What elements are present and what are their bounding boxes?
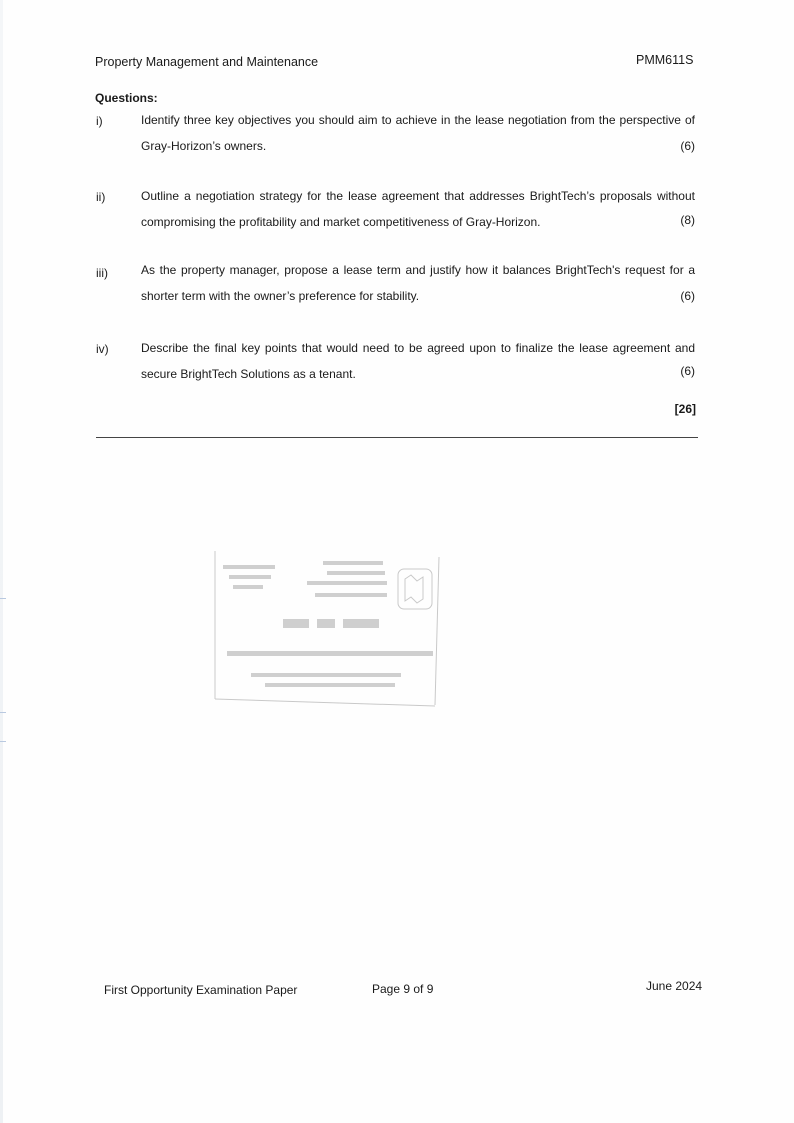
scan-mark: [0, 741, 6, 742]
question-marks: (6): [680, 289, 695, 303]
question-marks: (8): [680, 213, 695, 227]
course-code: PMM611S: [636, 53, 694, 67]
course-title: Property Management and Maintenance: [95, 55, 319, 69]
footer-paper-type: First Opportunity Examination Paper: [104, 983, 298, 997]
scan-mark: [0, 712, 6, 713]
section-divider: [96, 437, 698, 438]
faded-stamp: [213, 551, 443, 708]
scan-mark: [0, 598, 6, 599]
total-marks: [26]: [674, 402, 696, 416]
question-text: Outline a negotiation strategy for the lease agreement that addresses BrightTech’s proposals without compromising the profitability and market competitiveness of Gray-Horizon.: [141, 189, 695, 229]
questions-heading: Questions:: [95, 91, 158, 105]
question-text: Identify three key objectives you should aim to achieve in the lease negotiation from the perspective of Gray-Horizon’s owners.: [141, 113, 695, 153]
footer-page-number: Page 9 of 9: [372, 982, 434, 996]
question-text: As the property manager, propose a lease term and justify how it balances BrightTech's request for a shorter term with the owner’s preference for stability.: [141, 263, 695, 303]
question-number: i): [96, 114, 103, 128]
question-number: iii): [96, 266, 108, 280]
footer-date: June 2024: [646, 979, 703, 993]
question-marks: (6): [680, 139, 695, 153]
scan-edge-shadow: [0, 0, 3, 1123]
question-marks: (6): [680, 364, 695, 378]
question-number: iv): [96, 342, 109, 356]
question-number: ii): [96, 190, 106, 204]
question-text: Describe the final key points that would need to be agreed upon to finalize the lease agreement and secure BrightTech Solutions as a tenant.: [141, 341, 695, 381]
